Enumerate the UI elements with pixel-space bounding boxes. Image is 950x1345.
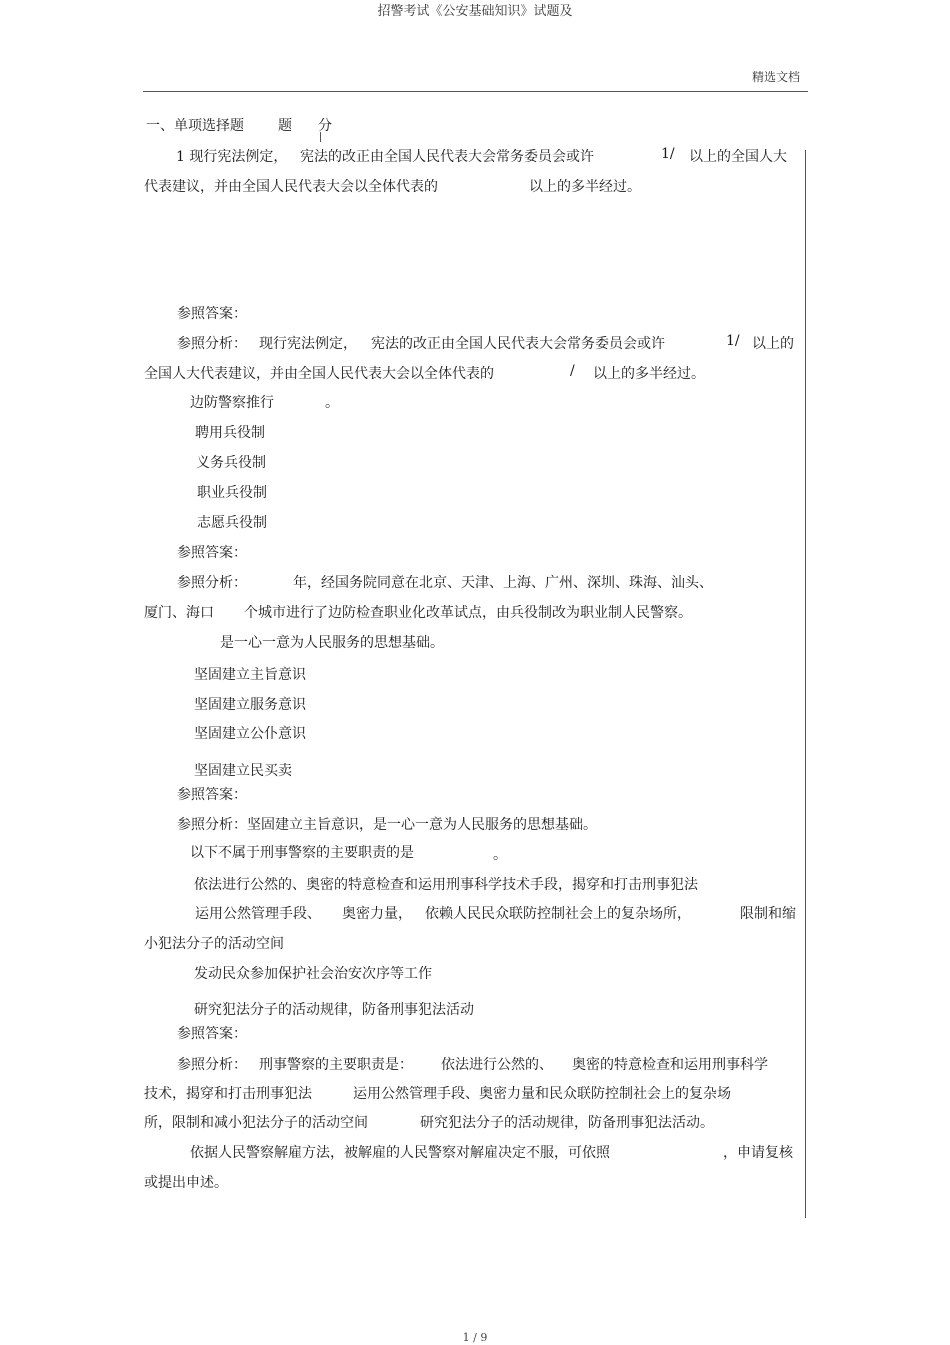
q3-answer: 参照答案： bbox=[177, 787, 247, 803]
q4-option-b-cont: 小犯法分子的活动空间 bbox=[144, 936, 284, 952]
q1-analysis-e: 以上的 bbox=[752, 336, 794, 352]
q1-line1-c: 1/ bbox=[661, 146, 675, 162]
q4-option-b-d: 限制和缩 bbox=[740, 906, 796, 922]
q2-stem: 边防警察推行 bbox=[190, 395, 274, 411]
q2-stem-end: 。 bbox=[325, 395, 339, 411]
q4-stem-end: 。 bbox=[493, 847, 507, 863]
q2-option-d: 志愿兵役制 bbox=[197, 515, 267, 531]
section-heading: 一、单项选择题 bbox=[146, 118, 244, 134]
q4-option-a: 依法进行公然的、奥密的特意检查和运用刑事科学技术手段，揭穿和打击刑事犯法 bbox=[194, 877, 698, 893]
document-title: 招警考试《公安基础知识》试题及 bbox=[377, 4, 573, 19]
q4-analysis-c: 依法进行公然的、 bbox=[441, 1057, 553, 1073]
q4-option-c: 发动民众参加保护社会治安次序等工作 bbox=[194, 966, 432, 982]
q5-stem-end: ，申请复核 bbox=[723, 1145, 793, 1161]
q1-line1-a: 1 现行宪法例定， bbox=[176, 149, 288, 165]
q4-option-d: 研究犯法分子的活动规律，防备刑事犯法活动 bbox=[194, 1002, 474, 1018]
q4-analysis-d: 奥密的特意检查和运用刑事科学 bbox=[572, 1057, 768, 1073]
q5-stem: 依据人民警察解雇方法，被解雇的人民警察对解雇决定不服，可依照 bbox=[190, 1145, 610, 1161]
q3-option-d: 坚固建立民买卖 bbox=[194, 763, 292, 779]
q4-analysis-b: 刑事警察的主要职责是： bbox=[259, 1057, 413, 1073]
q1-analysis-d: 1/ bbox=[726, 333, 740, 349]
q2-answer: 参照答案： bbox=[177, 545, 247, 561]
q4-analysis3-b: 研究犯法分子的活动规律，防备刑事犯法活动。 bbox=[420, 1115, 714, 1131]
q1-analysis2-c: 以上的多半经过。 bbox=[593, 366, 705, 382]
q1-line1-d: 以上的全国人大 bbox=[689, 149, 787, 165]
q1-analysis-b: 现行宪法例定， bbox=[259, 336, 357, 352]
q4-option-b-b: 奥密力量， bbox=[342, 906, 412, 922]
q4-option-b-c: 依赖人民民众联防控制社会上的复杂场所， bbox=[425, 906, 691, 922]
header-divider bbox=[143, 91, 808, 92]
q3-analysis: 参照分析：坚固建立主旨意识，是一心一意为人民服务的思想基础。 bbox=[177, 817, 597, 833]
q1-analysis-label: 参照分析： bbox=[177, 336, 247, 352]
q1-line1-b: 宪法的改正由全国人民代表大会常务委员会或许 bbox=[300, 149, 594, 165]
q2-analysis2-b: 个城市进行了边防检查职业化改革试点，由兵役制改为职业制人民警察。 bbox=[244, 605, 692, 621]
q5-stem-cont: 或提出申述。 bbox=[144, 1175, 228, 1191]
q4-answer: 参照答案： bbox=[177, 1026, 247, 1042]
q3-option-c: 坚固建立公仆意识 bbox=[194, 726, 306, 742]
q2-analysis-b: 年，经国务院同意在北京、天津、上海、广州、深圳、珠海、汕头、 bbox=[293, 575, 713, 591]
q2-option-c: 职业兵役制 bbox=[197, 485, 267, 501]
q1-answer: 参照答案： bbox=[177, 306, 247, 322]
q1-line2-b: 以上的多半经过。 bbox=[529, 179, 641, 195]
q4-analysis-label: 参照分析： bbox=[177, 1057, 247, 1073]
right-margin-bar bbox=[805, 150, 806, 1218]
q1-analysis-c: 宪法的改正由全国人民代表大会常务委员会或许 bbox=[371, 336, 665, 352]
q4-analysis3-a: 所，限制和减小犯法分子的活动空间 bbox=[144, 1115, 368, 1131]
q2-option-b: 义务兵役制 bbox=[196, 455, 266, 471]
q4-analysis2-b: 运用公然管理手段、奥密力量和民众联防控制社会上的复杂场 bbox=[353, 1086, 731, 1102]
q1-analysis2-b: / bbox=[570, 363, 575, 379]
q3-option-b: 坚固建立服务意识 bbox=[194, 697, 306, 713]
q2-analysis2-a: 厦门、海口 bbox=[144, 605, 214, 621]
q1-line2-a: 代表建议，并由全国人民代表大会以全体代表的 bbox=[144, 179, 438, 195]
q4-analysis2-a: 技术，揭穿和打击刑事犯法 bbox=[144, 1086, 312, 1102]
q4-stem: 以下不属于刑事警察的主要职责的是 bbox=[190, 845, 414, 861]
header-label: 精选文档 bbox=[752, 70, 801, 84]
page-number: 1 / 9 bbox=[462, 1331, 488, 1344]
q3-option-a: 坚固建立主旨意识 bbox=[194, 667, 306, 683]
q4-option-b-a: 运用公然管理手段、 bbox=[195, 906, 321, 922]
q2-analysis-label: 参照分析： bbox=[177, 575, 247, 591]
q2-option-a: 聘用兵役制 bbox=[195, 425, 265, 441]
q1-analysis2-a: 全国人大代表建议，并由全国人民代表大会以全体代表的 bbox=[144, 366, 494, 382]
section-fen: 分 bbox=[318, 118, 332, 134]
section-ti: 题 bbox=[278, 118, 292, 134]
q3-stem: 是一心一意为人民服务的思想基础。 bbox=[220, 635, 444, 651]
